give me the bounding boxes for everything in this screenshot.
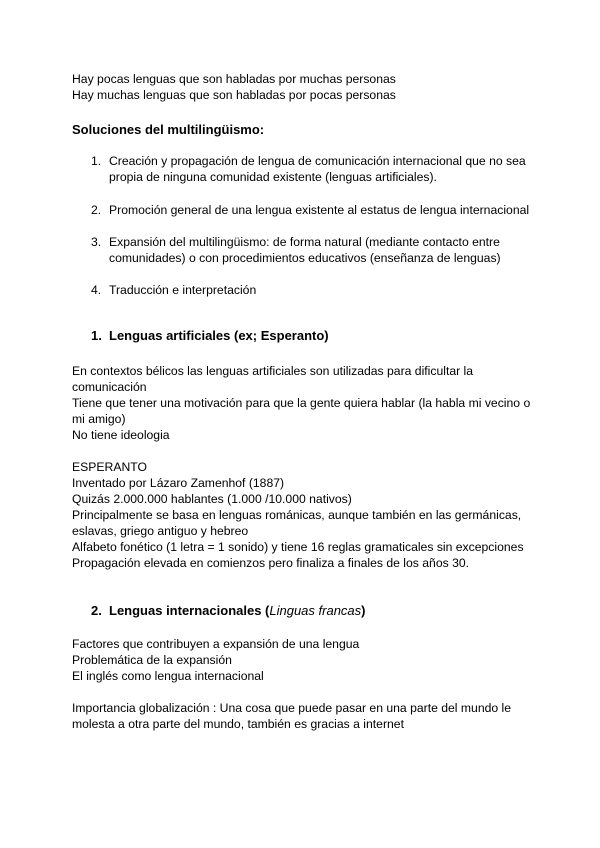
solution-4-number: 4. [91,283,102,297]
esperanto-line-6: Alfabeto fonético (1 letra = 1 sonido) y tiene 16 reglas gramaticales sin excepciones [72,540,524,554]
solution-1-line-2: propia de ninguna comunidad existente (lenguas artificiales). [109,170,437,184]
solution-1-number: 1. [91,154,102,168]
solution-2-line-1: Promoción general de una lengua existente al estatus de lengua internacional [109,203,530,217]
solution-2-number: 2. [91,203,102,217]
section-2-para-line-1: Factores que contribuyen a expansión de una lengua [72,637,360,651]
section-1-para-line-3: Tiene que tener una motivación para que la gente quiera hablar (la habla mi vecino o [72,396,531,410]
section-1-para-line-1: En contextos bélicos las lenguas artificiales son utilizadas para dificultar la [72,364,474,378]
section-1-para-line-4: mi amigo) [72,412,126,426]
intro-line-2: Hay muchas lenguas que son habladas por pocas personas [72,88,396,102]
section-2-para-line-3: El inglés como lengua internacional [72,669,264,683]
esperanto-line-1: ESPERANTO [72,460,147,474]
section-2-title-italic: Linguas francas [269,603,362,618]
esperanto-line-2: Inventado por Lázaro Zamenhof (1887) [72,476,285,490]
solution-3-number: 3. [91,235,102,249]
solution-3-line-1: Expansión del multilingüismo: de forma natural (mediante contacto entre [109,235,500,249]
globalization-line-2: molesta a otra parte del mundo, también es gracias a internet [72,717,404,731]
globalization-line-1: Importancia globalización : Una cosa que puede pasar en una parte del mundo le [72,701,512,715]
section-2-title-prefix: Lenguas internacionales ( [109,603,270,618]
esperanto-line-4: Principalmente se basa en lenguas románicas, aunque también en las germánicas, [72,508,522,522]
esperanto-line-7: Propagación elevada en comienzos pero finaliza a finales de los años 30. [72,556,470,570]
section-2-number: 2. [91,603,102,618]
intro-line-1: Hay pocas lenguas que son habladas por muchas personas [72,72,396,86]
section-2-para-line-2: Problemática de la expansión [72,653,232,667]
section-2-title [109,603,366,619]
section-2-title-suffix: ) [361,603,366,618]
solution-4-line-1: Traducción e interpretación [109,283,257,297]
section-1-para-line-5: No tiene ideologia [72,428,170,442]
section-1-para-line-2: comunicación [72,380,147,394]
section-1-number: 1. [91,328,102,343]
solution-3-line-2: comunidades) o con procedimientos educativos (enseñanza de lenguas) [109,251,501,265]
section-1-title: Lenguas artificiales (ex; Esperanto) [109,328,329,343]
solutions-heading: Soluciones del multilingüismo: [72,122,265,137]
esperanto-line-5: eslavas, griego antiguo y hebreo [72,524,249,538]
esperanto-line-3: Quizás 2.000.000 hablantes (1.000 /10.000 nativos) [72,492,352,506]
solution-1-line-1: Creación y propagación de lengua de comunicación internacional que no sea [109,154,526,168]
